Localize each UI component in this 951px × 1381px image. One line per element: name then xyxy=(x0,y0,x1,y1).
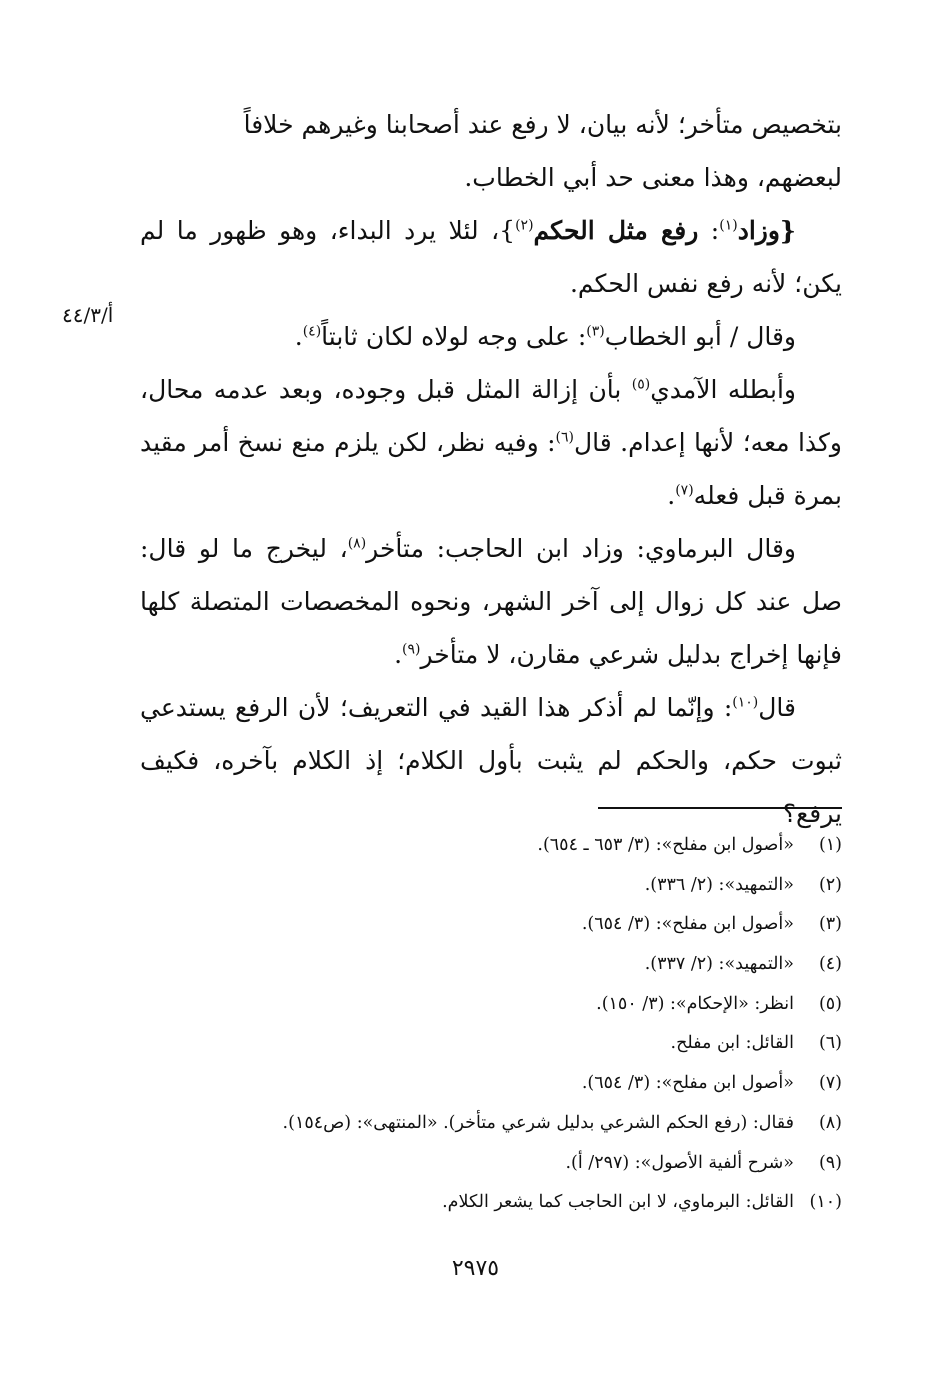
footnotes-list xyxy=(140,826,842,1223)
footnote-ref-6[interactable]: (٦) xyxy=(555,429,575,446)
footnote-number: (٦) xyxy=(818,1033,842,1054)
footnote-item xyxy=(140,1024,842,1064)
footnote-item xyxy=(140,945,842,985)
footnote-separator xyxy=(598,807,842,809)
paragraph-1 xyxy=(140,98,842,204)
footnote-ref-9[interactable]: (٩) xyxy=(402,641,421,658)
p2-bold-phrase: رفع مثل الحكم xyxy=(533,216,699,245)
footnote-ref-4[interactable]: (٤) xyxy=(302,323,322,340)
footnote-number: (٩) xyxy=(818,1152,842,1173)
footnote-item xyxy=(140,1183,842,1223)
footnote-number: (١) xyxy=(818,835,842,855)
p5-b: ، ليخرج ما لو قال: صل عند كل زوال إلى آخر الشهر، ونحوه المخصصات المتصلة كلها فإنها إخراج بدليل شرعي مقارن، لا متأخر xyxy=(140,534,842,669)
paragraph-5 xyxy=(140,522,842,681)
p5-c: . xyxy=(394,640,403,669)
footnote-text: انظر: «الإحكام»: (٣/ ١٥٠). xyxy=(596,993,794,1014)
paragraph-4 xyxy=(140,363,842,522)
footnote-text: «أصول ابن مفلح»: (٣/ ٦٥٣ ـ ٦٥٤). xyxy=(537,835,794,855)
p5-a: وقال البرماوي: وزاد ابن الحاجب: متأخر xyxy=(366,534,796,563)
footnote-number: (٥) xyxy=(818,993,842,1014)
p6-a: قال xyxy=(758,693,796,722)
paragraph-3 xyxy=(140,310,842,363)
footnote-text: «التمهيد»: (٢/ ٣٣٧). xyxy=(644,954,794,975)
footnote-item xyxy=(140,1064,842,1104)
footnote-text: القائل: ابن مفلح. xyxy=(670,1033,794,1054)
footnote-text: «أصول ابن مفلح»: (٣/ ٦٥٤). xyxy=(581,914,794,935)
footnote-text: فقال: (رفع الحكم الشرعي بدليل شرعي متأخر). «المنتهى»: (ص١٥٤). xyxy=(282,1112,794,1133)
footnote-text: «شرح ألفية الأصول»: (٢٩٧/ أ). xyxy=(565,1152,794,1173)
footnote-text: «التمهيد»: (٢/ ٣٣٦). xyxy=(644,874,794,895)
p4-b: بأن إزالة المثل قبل وجوده، وبعد عدمه محال، وكذا معه؛ لأنها إعدام. قال xyxy=(140,375,842,457)
footnote-ref-7[interactable]: (٧) xyxy=(675,482,694,499)
paragraph-6 xyxy=(140,681,842,840)
p3-a: وقال / أبو الخطاب xyxy=(604,322,796,351)
paragraph-2 xyxy=(140,204,842,310)
footnote-number: (١٠) xyxy=(809,1192,842,1213)
p4-c: : وفيه نظر، لكن يلزم منع نسخ أمر مقيد بمرة قبل فعله xyxy=(140,428,842,510)
p2-open: {وزاد xyxy=(737,216,796,245)
p3-b: : على وجه لولاه لكان ثابتاً xyxy=(321,322,587,351)
footnote-item xyxy=(140,1144,842,1184)
p4-a: وأبطله الآمدي xyxy=(650,375,796,404)
page-number: ٢٩٧٥ xyxy=(451,1256,500,1281)
footnote-item xyxy=(140,826,842,866)
footnote-ref-8[interactable]: (٨) xyxy=(347,535,367,552)
footnote-ref-3[interactable]: (٣) xyxy=(586,323,605,340)
footnote-ref-2[interactable]: (٢) xyxy=(515,217,534,234)
footnote-text: «أصول ابن مفلح»: (٣/ ٦٥٤). xyxy=(581,1073,794,1094)
p1-line-2: لبعضهم، وهذا معنى حد أبي الخطاب. xyxy=(464,163,842,192)
footnote-text: القائل: البرماوي، لا ابن الحاجب كما يشعر الكلام. xyxy=(442,1192,794,1213)
main-text xyxy=(140,98,842,840)
footnote-number: (٤) xyxy=(818,954,842,975)
footnote-ref-10[interactable]: (١٠) xyxy=(732,694,759,711)
footnote-item xyxy=(140,1104,842,1144)
footnote-item xyxy=(140,905,842,945)
footnote-number: (٨) xyxy=(818,1112,842,1133)
p3-c: . xyxy=(294,322,303,351)
p6-b: : وإنّما لم أذكر هذا القيد في التعريف؛ لأن الرفع يستدعي ثبوت حكم، والحكم لم يثبت بأول الكلام؛ إذ الكلام بآخره، فكيف يرفع؟ xyxy=(140,693,842,828)
footnote-item xyxy=(140,866,842,906)
p1-line-1: بتخصيص متأخر؛ لأنه بيان، لا رفع عند أصحابنا وغيرهم خلافاً xyxy=(243,110,842,139)
footnote-number: (٢) xyxy=(818,874,842,895)
footnote-number: (٣) xyxy=(818,914,842,935)
p4-d: . xyxy=(667,481,676,510)
p2-rest: }، لئلا يرد البداء، وهو ظهور ما لم يكن؛ لأنه رفع نفس الحكم. xyxy=(140,216,842,298)
footnote-ref-5[interactable]: (٥) xyxy=(631,376,651,393)
manuscript-folio-ref: أ/٤٤/٣ xyxy=(62,303,114,327)
footnote-ref-1[interactable]: (١) xyxy=(719,217,738,234)
p2-mid: : xyxy=(698,216,720,245)
footnote-number: (٧) xyxy=(818,1073,842,1094)
footnote-item xyxy=(140,985,842,1025)
